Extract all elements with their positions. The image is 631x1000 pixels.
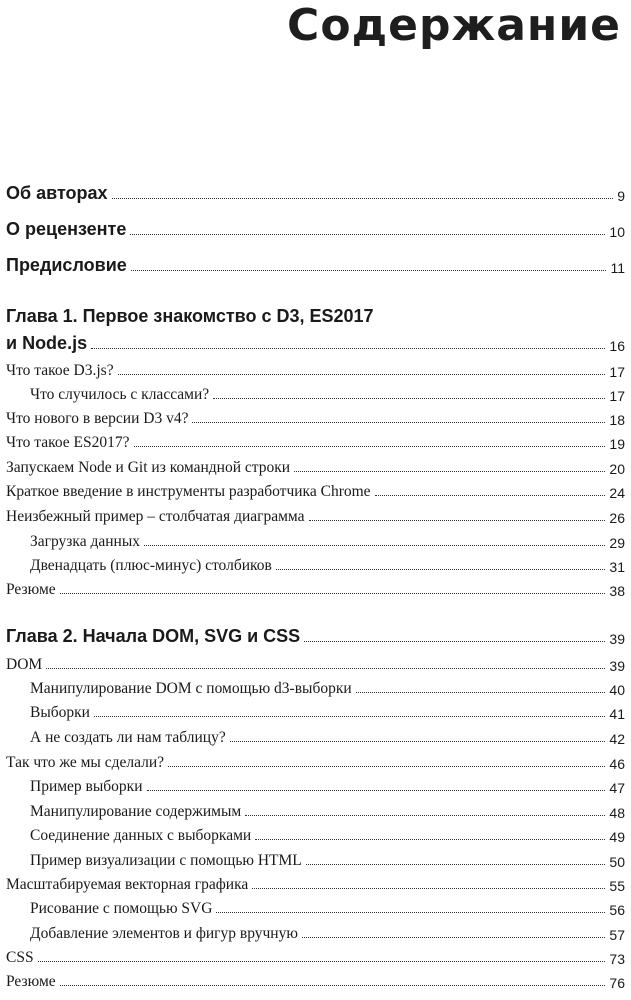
toc-entry-title: Так что же мы сделали?: [6, 754, 165, 771]
toc-entry-page: 18: [609, 412, 625, 428]
dot-leader: [294, 471, 605, 472]
toc-entry[interactable]: [30, 557, 625, 575]
toc-entry-page: 31: [609, 559, 625, 575]
dot-leader: [94, 716, 605, 717]
dot-leader: [60, 985, 606, 986]
toc-entry-title: О рецензенте: [6, 219, 127, 239]
toc-entry[interactable]: [6, 656, 625, 674]
toc-entry[interactable]: [6, 362, 625, 380]
dot-leader: [213, 398, 605, 399]
dot-leader: [302, 937, 606, 938]
toc-entry-title: Соединение данных с выборками: [30, 827, 252, 844]
toc-entry-title: Масштабируемая векторная графика: [6, 876, 249, 893]
toc-entry-page: 20: [609, 461, 625, 477]
toc-entry-page: 56: [609, 902, 625, 918]
toc-entry-title: Манипулирование содержимым: [30, 803, 242, 820]
toc-entry-title: Что такое ES2017?: [6, 434, 130, 451]
toc-entry-title: CSS: [6, 949, 34, 966]
toc-entry[interactable]: [30, 680, 625, 698]
toc-entry[interactable]: [30, 729, 625, 747]
toc-entry-title: Предисловие: [6, 255, 127, 275]
dot-leader: [304, 641, 605, 642]
dot-leader: [309, 520, 606, 521]
toc-entry-title: Загрузка данных: [30, 533, 140, 550]
toc-entry-page: 9: [617, 188, 625, 204]
toc-entry-title: Выборки: [30, 704, 90, 721]
toc-entry[interactable]: [6, 973, 625, 991]
toc-entry-page: 50: [609, 854, 625, 870]
toc-entry-title: Рисование с помощью SVG: [30, 900, 213, 917]
toc-entry-title: Глава 2. Начала DOM, SVG и CSS: [6, 626, 301, 646]
toc-entry-preface[interactable]: [6, 255, 625, 276]
toc-entry[interactable]: [30, 778, 625, 796]
dot-leader: [216, 912, 605, 913]
toc-entry[interactable]: [6, 459, 625, 477]
toc-entry-page: 46: [609, 756, 625, 772]
toc-entry[interactable]: [6, 483, 625, 501]
toc-entry-title: Резюме: [6, 973, 56, 990]
toc-entry-page: 48: [609, 805, 625, 821]
toc-entry-page: 76: [609, 975, 625, 991]
toc-entry[interactable]: [30, 925, 625, 943]
page-title: Содержание: [287, 0, 621, 51]
toc-entry-page: 17: [609, 388, 625, 404]
toc-entry-page: 16: [609, 338, 625, 354]
toc-entry-page: 39: [609, 631, 625, 647]
toc-entry-page: 26: [609, 510, 625, 526]
toc-entry-title: Запускаем Node и Git из командной строки: [6, 459, 291, 476]
toc-entry-page: 10: [609, 224, 625, 240]
toc-entry[interactable]: [30, 386, 625, 404]
toc-entry-page: 29: [609, 535, 625, 551]
toc-entry[interactable]: [6, 434, 625, 452]
dot-leader: [276, 569, 606, 570]
toc-entry[interactable]: [30, 704, 625, 722]
toc-entry-chapter-2[interactable]: [6, 626, 625, 647]
dot-leader: [168, 766, 605, 767]
toc-entry-page: 39: [609, 658, 625, 674]
dot-leader: [134, 446, 606, 447]
toc-entry-page: 24: [609, 485, 625, 501]
dot-leader: [356, 692, 606, 693]
dot-leader: [131, 270, 607, 271]
dot-leader: [375, 495, 606, 496]
toc-entry-page: 11: [610, 260, 625, 276]
toc-entry-page: 47: [609, 780, 625, 796]
toc-entry[interactable]: [30, 533, 625, 551]
toc-entry-page: 17: [609, 364, 625, 380]
toc-entry[interactable]: [6, 508, 625, 526]
dot-leader: [192, 422, 605, 423]
dot-leader: [255, 839, 605, 840]
dot-leader: [245, 815, 605, 816]
dot-leader: [118, 374, 606, 375]
toc-entry-page: 57: [609, 927, 625, 943]
dot-leader: [230, 741, 606, 742]
toc-entry[interactable]: [6, 410, 625, 428]
toc-entry-title: Двенадцать (плюс-минус) столбиков: [30, 557, 272, 574]
toc-entry-page: 40: [609, 682, 625, 698]
toc-entry-page: 41: [609, 706, 625, 722]
toc-entry-page: 38: [609, 583, 625, 599]
toc-entry[interactable]: [6, 581, 625, 599]
toc-entry-title: и Node.js: [6, 333, 88, 353]
toc-entry-about-authors[interactable]: [6, 183, 625, 204]
dot-leader: [46, 668, 605, 669]
toc-entry-title: Что такое D3.js?: [6, 362, 114, 379]
dot-leader: [130, 234, 605, 235]
toc-entry-title: DOM: [6, 656, 43, 673]
toc-entry-title: Пример выборки: [30, 778, 143, 795]
toc-entry-title: Краткое введение в инструменты разработчика Chrome: [6, 483, 371, 500]
toc-entry-title: Об авторах: [6, 183, 108, 203]
dot-leader: [252, 888, 605, 889]
dot-leader: [306, 864, 606, 865]
toc-entry-title: Неизбежный пример – столбчатая диаграмма: [6, 508, 305, 525]
toc-entry-chapter-1[interactable]: [6, 333, 625, 354]
toc-entry-page: 42: [609, 731, 625, 747]
toc-entry[interactable]: [6, 876, 625, 894]
toc-entry-page: 19: [609, 436, 625, 452]
toc-entry[interactable]: [30, 827, 625, 845]
toc-entry-page: 73: [609, 951, 625, 967]
toc-entry[interactable]: [6, 754, 625, 772]
dot-leader: [144, 545, 605, 546]
toc-entry-title: Что нового в версии D3 v4?: [6, 410, 189, 427]
dot-leader: [38, 961, 606, 962]
toc-entry-title: Добавление элементов и фигур вручную: [30, 925, 298, 942]
toc-entry-title: Пример визуализации с помощью HTML: [30, 852, 302, 869]
chapter-1-title: Глава 1. Первое знакомство с D3, ES2017: [6, 306, 374, 326]
toc-entry-title: Резюме: [6, 581, 56, 598]
dot-leader: [147, 790, 606, 791]
toc-entry-reviewer[interactable]: [6, 219, 625, 240]
toc-entry-title: Манипулирование DOM с помощью d3-выборки: [30, 680, 352, 697]
dot-leader: [91, 348, 605, 349]
toc-entry[interactable]: [30, 803, 625, 821]
dot-leader: [112, 198, 614, 199]
dot-leader: [60, 593, 606, 594]
toc-entry[interactable]: [6, 949, 625, 967]
toc-entry-title: Что случилось с классами?: [30, 386, 210, 403]
toc-entry-title: А не создать ли нам таблицу?: [30, 729, 226, 746]
toc-entry[interactable]: [30, 852, 625, 870]
toc-entry-page: 49: [609, 829, 625, 845]
toc-entry[interactable]: [30, 900, 625, 918]
toc-entry-page: 55: [609, 878, 625, 894]
